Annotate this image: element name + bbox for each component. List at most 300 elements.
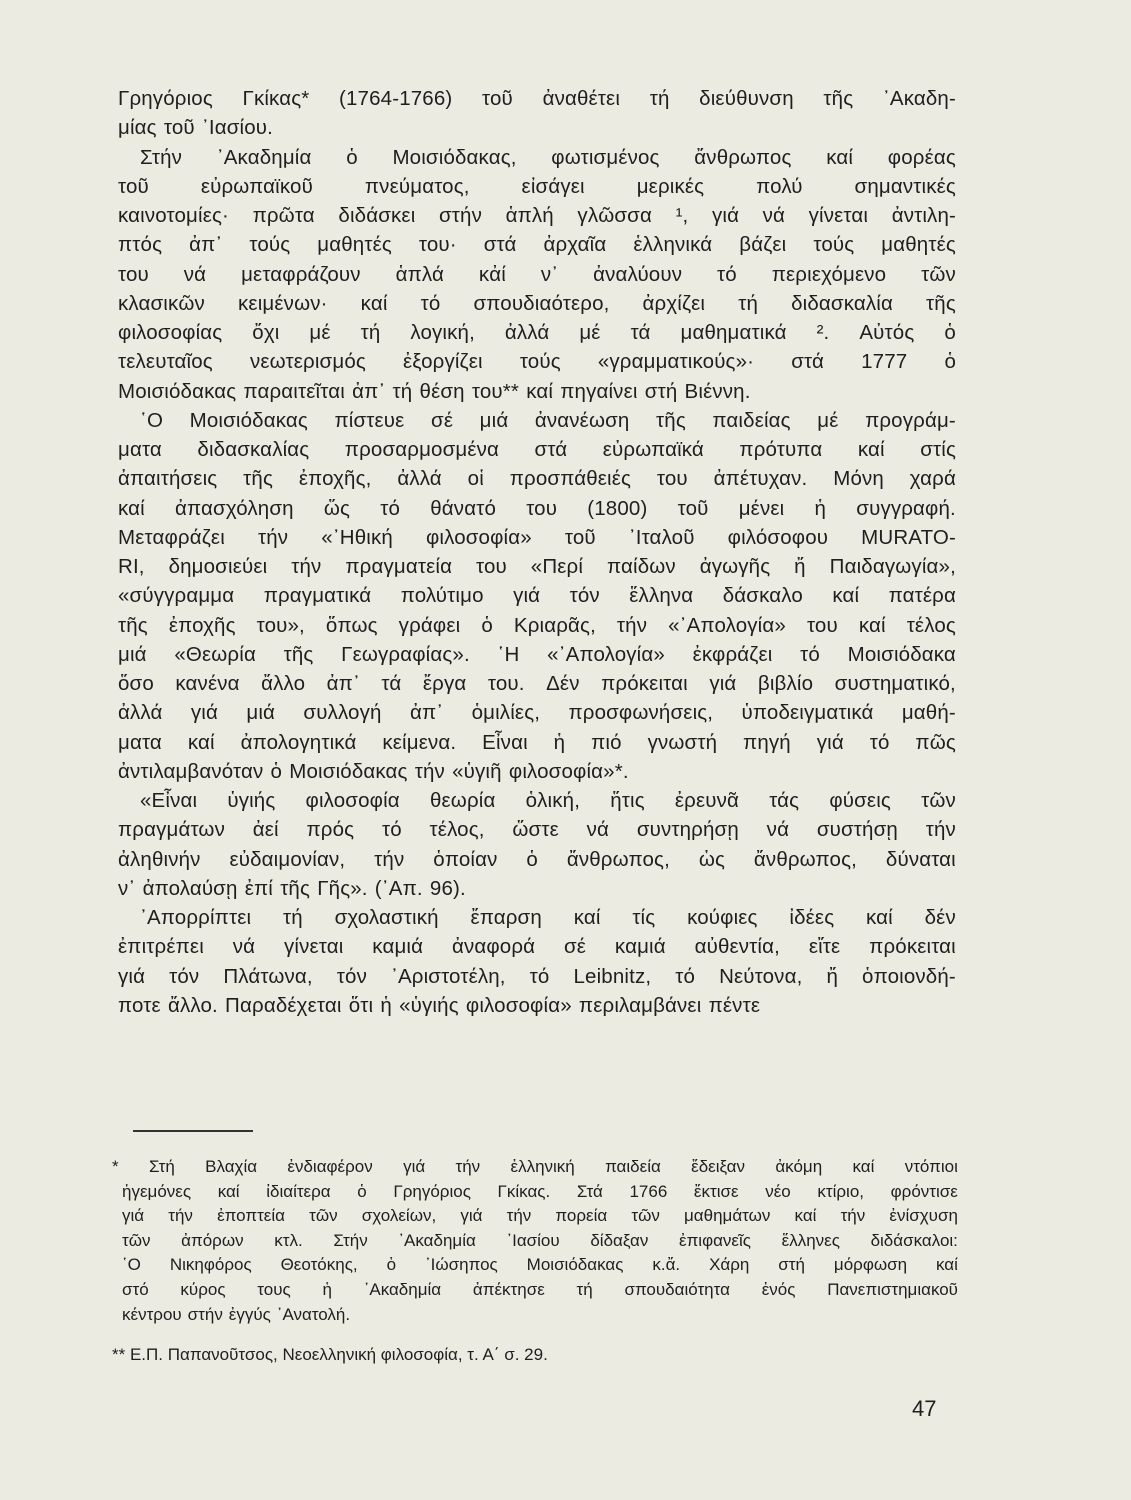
word: κ.ἄ. bbox=[652, 1255, 681, 1275]
word: ὁποίαν bbox=[433, 847, 498, 871]
word: γιά bbox=[711, 204, 740, 227]
word: ᾿Ακαδημία bbox=[398, 1230, 476, 1250]
word: ἐνδιαφέρον bbox=[287, 1157, 373, 1176]
word: πορεία bbox=[555, 1206, 608, 1226]
word: μιά bbox=[118, 642, 147, 666]
word: προσφωνήσεις, bbox=[568, 701, 714, 725]
word: καί bbox=[866, 906, 893, 929]
word: γίνεται bbox=[284, 935, 344, 959]
word: συλλογή bbox=[303, 701, 382, 725]
word: του bbox=[526, 496, 558, 520]
word: ποτε bbox=[118, 993, 161, 1017]
word: ἀπ᾿ bbox=[326, 672, 360, 695]
word: πῶς bbox=[915, 730, 956, 754]
word: φιλοσοφία»*. bbox=[508, 759, 629, 783]
word: καμιά bbox=[372, 935, 424, 959]
word: Πλάτωνα, bbox=[223, 964, 313, 988]
word: ἀγωγῆς bbox=[699, 555, 771, 578]
word: στή bbox=[778, 1255, 805, 1275]
word: ἀπέκτησε bbox=[472, 1279, 545, 1299]
word: Γκίκας. bbox=[497, 1181, 551, 1201]
word: γιά bbox=[816, 730, 844, 754]
word: μερικές bbox=[636, 174, 705, 198]
word: πρός bbox=[306, 818, 355, 842]
word: Αὐτός bbox=[859, 321, 915, 344]
word: ἀλλά bbox=[397, 467, 442, 491]
word: Στήν bbox=[333, 1230, 368, 1250]
text-line bbox=[118, 377, 956, 406]
word: ἀληθινήν bbox=[118, 847, 201, 871]
word: ἀνανέωση bbox=[534, 408, 630, 432]
text-line bbox=[118, 728, 956, 757]
word: ἐποπτεία bbox=[217, 1206, 285, 1226]
word: MURATO- bbox=[861, 525, 956, 549]
word: τή bbox=[282, 906, 303, 929]
word: ἰδιαίτερα bbox=[266, 1181, 331, 1201]
word: τή bbox=[649, 87, 670, 110]
word: καί bbox=[526, 379, 554, 403]
word: Γρηγόριος bbox=[118, 87, 213, 110]
word: καί bbox=[217, 1181, 240, 1201]
word: Στά bbox=[576, 1181, 603, 1201]
footnote-line bbox=[112, 1278, 958, 1303]
word: τίς bbox=[632, 906, 656, 929]
word: ἄνθρωπος, bbox=[753, 847, 857, 871]
text-line bbox=[118, 289, 956, 318]
word: ὑγιής bbox=[227, 789, 276, 812]
word: συστήσῃ bbox=[816, 818, 898, 842]
word: 1777 bbox=[861, 350, 908, 374]
word: Leibnitz, bbox=[573, 964, 652, 988]
word: εὐρωπαϊκοῦ bbox=[200, 174, 313, 198]
word: τῆς bbox=[926, 291, 956, 315]
word: ἀπ᾿ bbox=[352, 379, 386, 403]
word: κειμένων· bbox=[238, 291, 328, 315]
word: μιά bbox=[246, 701, 276, 725]
word: μέ bbox=[309, 321, 331, 344]
word: Κριαρᾶς, bbox=[513, 613, 596, 637]
word: τῶν bbox=[921, 262, 956, 286]
word: καί bbox=[832, 584, 860, 608]
word: τήν bbox=[291, 555, 322, 578]
word: Μοισιόδακας bbox=[118, 379, 237, 403]
word: ῾Ο bbox=[140, 408, 164, 432]
word: τοῦ bbox=[564, 525, 596, 549]
word: συντηρήσῃ bbox=[636, 818, 739, 842]
word: κύρος bbox=[180, 1279, 226, 1299]
word: τό bbox=[800, 642, 820, 666]
word: τήν bbox=[168, 1206, 193, 1226]
word: εὐδαιμονίαν, bbox=[229, 847, 346, 871]
footnote-line bbox=[112, 1155, 958, 1180]
word: λογική, bbox=[410, 321, 475, 344]
word: δέν bbox=[924, 906, 956, 929]
text-line bbox=[118, 172, 956, 201]
word: ἀρχίζει bbox=[642, 291, 706, 315]
word: μαθή- bbox=[901, 701, 956, 725]
word: ᾿Ακαδημία bbox=[363, 1279, 442, 1299]
word: ὅσο bbox=[118, 672, 154, 695]
word: ἡγεμόνες bbox=[122, 1181, 192, 1201]
word: ᾿Ακαδημία bbox=[216, 145, 312, 169]
word: χαρά bbox=[909, 467, 956, 491]
word: ἀρχαῖα bbox=[543, 233, 607, 257]
word: ἥτις bbox=[610, 789, 645, 812]
word: ἀντιλη- bbox=[891, 204, 956, 227]
word: ἐπιτρέπει bbox=[118, 935, 204, 959]
text-line bbox=[118, 757, 956, 786]
word: σπουδαιότητα bbox=[624, 1279, 730, 1299]
word: ἔπαρση bbox=[470, 906, 542, 929]
word: γνωστή bbox=[647, 730, 718, 754]
word: κἀί bbox=[478, 262, 506, 286]
word: μαθητές bbox=[317, 233, 392, 257]
word: Μοισιόδακας, bbox=[392, 145, 517, 169]
word: εἴτε bbox=[808, 935, 841, 959]
main-text bbox=[118, 84, 956, 1020]
word: διεύθυνση bbox=[699, 87, 794, 110]
word: καί bbox=[118, 496, 145, 520]
word: ματα bbox=[118, 730, 162, 754]
word: ἀπασχόληση bbox=[175, 496, 294, 520]
word: (1800) bbox=[587, 496, 648, 520]
word: σέ bbox=[564, 935, 587, 959]
word: Στή bbox=[148, 1157, 175, 1176]
word: ἀπ᾿ bbox=[409, 701, 444, 725]
word: γιά bbox=[709, 672, 737, 695]
word: ἐνίσχυση bbox=[889, 1206, 958, 1226]
word: τῶν bbox=[309, 1206, 338, 1226]
text-line bbox=[118, 406, 956, 435]
word: του bbox=[656, 467, 688, 491]
word: συστηματικό, bbox=[834, 672, 956, 695]
word: σχολαστική bbox=[334, 906, 439, 929]
word: ἐποχῆς bbox=[168, 613, 236, 637]
word: ὁ bbox=[944, 321, 956, 344]
text-line bbox=[118, 347, 956, 376]
word: 96). bbox=[429, 876, 466, 900]
word: Μοισιόδακας bbox=[526, 1255, 624, 1275]
word: ἀεί bbox=[252, 818, 279, 842]
word: ὁλική, bbox=[525, 789, 581, 812]
word: γιά bbox=[118, 964, 146, 988]
word: καινοτομίες· bbox=[118, 204, 229, 227]
word: κούφιες bbox=[687, 906, 758, 929]
word: ὅπως bbox=[325, 613, 378, 637]
word: ἀντιλαμβανόταν bbox=[118, 759, 264, 783]
footnotes bbox=[112, 1155, 958, 1368]
word: δημοσιεύει bbox=[168, 555, 268, 578]
word: καί bbox=[187, 730, 215, 754]
word: τή bbox=[360, 321, 381, 344]
word: τήν bbox=[506, 1206, 532, 1226]
footnote-line bbox=[112, 1180, 958, 1205]
text-line bbox=[118, 698, 956, 727]
word: ἔργα bbox=[422, 672, 467, 695]
word: δάσκαλο bbox=[722, 584, 803, 608]
word: Γεωγραφίας». bbox=[341, 642, 470, 666]
word: τόν bbox=[569, 584, 600, 608]
word: νά bbox=[766, 818, 790, 842]
word: παραιτεῖται bbox=[243, 379, 345, 403]
word: ν᾿ bbox=[540, 262, 559, 286]
word: τῶν bbox=[631, 1206, 660, 1226]
word: ἄνθρωπος bbox=[694, 145, 792, 169]
word: στά bbox=[791, 350, 824, 374]
footnote-line bbox=[112, 1253, 958, 1278]
word: γιά bbox=[122, 1206, 145, 1226]
word: «Εἶναι bbox=[140, 789, 198, 812]
word: του· bbox=[418, 233, 457, 257]
word: τό bbox=[717, 262, 737, 286]
word: ἤ bbox=[794, 555, 806, 578]
word: Μοισιόδακας bbox=[289, 759, 408, 783]
word: Γρηγόριος bbox=[393, 1181, 471, 1201]
word: προγράμ- bbox=[865, 408, 956, 432]
text-line bbox=[118, 786, 956, 815]
word: Νεύτονα, bbox=[719, 964, 803, 988]
word: ὡς bbox=[698, 847, 726, 871]
word: ὁποιονδή- bbox=[862, 964, 956, 988]
word: τοῦ bbox=[118, 174, 149, 198]
word: ἐποχῆς, bbox=[298, 467, 372, 491]
word: ὁ bbox=[526, 847, 538, 871]
word: προσαρμοσμένα bbox=[344, 438, 500, 461]
word: στά bbox=[534, 438, 568, 461]
word: νά bbox=[762, 204, 786, 227]
word: ὑποδειγματικά bbox=[741, 701, 874, 725]
word: ἄλλο. bbox=[167, 993, 218, 1017]
word: «γραμματικούς»· bbox=[597, 350, 755, 374]
word: μίας bbox=[118, 116, 157, 140]
word: πιό bbox=[591, 730, 622, 754]
word: πατέρα bbox=[888, 584, 956, 608]
text-line bbox=[118, 84, 956, 113]
word: τελευταῖος bbox=[118, 350, 213, 374]
word: ὥστε bbox=[512, 818, 559, 842]
text-line bbox=[118, 962, 956, 991]
word: φρόντισε bbox=[890, 1181, 958, 1201]
word: διδασκαλίας bbox=[197, 438, 310, 461]
word: καί bbox=[826, 145, 854, 169]
word: κέντρου bbox=[122, 1304, 182, 1324]
word: ᾿Ιταλοῦ bbox=[628, 525, 695, 549]
word: ὁ bbox=[481, 613, 493, 637]
word: ματα bbox=[118, 438, 162, 461]
word: κείμενα. bbox=[382, 730, 457, 754]
word: τήν bbox=[374, 847, 405, 871]
word: νεωτερισμός bbox=[249, 350, 366, 374]
word: γιά bbox=[460, 1206, 483, 1226]
word: σημαντικές bbox=[854, 174, 956, 198]
word: παιδείας bbox=[712, 408, 791, 432]
word: ὁμιλίες, bbox=[471, 701, 541, 725]
word: Νικηφόρος bbox=[169, 1255, 252, 1275]
text-line bbox=[118, 435, 956, 464]
word: ὁ bbox=[386, 1255, 397, 1275]
word: νά bbox=[183, 262, 207, 286]
word: Μεταφράζει bbox=[118, 525, 225, 549]
word: ². bbox=[816, 321, 830, 344]
word: Μόνη bbox=[833, 467, 884, 491]
text-line bbox=[118, 523, 956, 552]
footnote-separator bbox=[133, 1130, 253, 1132]
word: τῆς bbox=[118, 613, 148, 637]
footnote-line bbox=[112, 1229, 958, 1254]
word: κανένα bbox=[175, 672, 240, 695]
word: πρόκειται bbox=[869, 935, 956, 959]
word: τό bbox=[420, 291, 441, 315]
word: στήν bbox=[439, 204, 483, 227]
word: πρότυπα bbox=[739, 438, 823, 461]
word: «ὑγιής bbox=[399, 993, 459, 1017]
word: τάς bbox=[769, 789, 800, 812]
word: τά bbox=[381, 672, 402, 695]
word: φωτισμένος bbox=[551, 145, 660, 169]
word: ἀπολαύσῃ bbox=[142, 876, 238, 900]
word: τή bbox=[576, 1279, 593, 1299]
word: ἀπόρων bbox=[181, 1230, 244, 1250]
word: πραγμάτων bbox=[118, 818, 225, 842]
word: πηγή bbox=[743, 730, 791, 754]
word: πνεύματος, bbox=[364, 174, 470, 198]
word: μόρφωση bbox=[833, 1255, 908, 1275]
word: τέλος, bbox=[429, 818, 485, 842]
word: ὥς bbox=[323, 496, 351, 520]
word: φιλοσοφίας bbox=[118, 321, 223, 344]
word: τῆς bbox=[823, 87, 854, 110]
word: τῆς bbox=[280, 876, 311, 900]
word: πρόκειται bbox=[601, 672, 688, 695]
word: ᾿Ιασίου. bbox=[201, 116, 274, 140]
word: πολύ bbox=[756, 174, 803, 198]
word: στήν bbox=[187, 1304, 223, 1324]
word: ᾿Ιώσηπος bbox=[424, 1255, 498, 1275]
word: καί bbox=[857, 438, 885, 461]
word: πρῶτα bbox=[252, 204, 315, 227]
word: τοῦ bbox=[163, 116, 195, 140]
word: ἀναθέτει bbox=[542, 87, 621, 110]
word: πτός bbox=[118, 233, 163, 257]
text-line bbox=[118, 845, 956, 874]
word: περιλαμβάνει bbox=[578, 993, 702, 1017]
word: ἡ bbox=[322, 1279, 332, 1299]
word: Βιέννη. bbox=[684, 379, 751, 403]
word: καί bbox=[852, 1157, 875, 1176]
text-line bbox=[118, 640, 956, 669]
word: τούς bbox=[249, 233, 291, 257]
word: τήν bbox=[414, 759, 445, 783]
text-line bbox=[118, 494, 956, 523]
word: ᾿Αριστοτέλη, bbox=[390, 964, 506, 988]
word: γιά bbox=[403, 1157, 426, 1176]
word: τόν bbox=[169, 964, 200, 988]
word: ῾Η bbox=[497, 642, 520, 666]
word: πραγματικά bbox=[263, 584, 372, 608]
word: αὐθεντία, bbox=[694, 935, 780, 959]
word: φιλόσοφου bbox=[727, 525, 829, 549]
word: ἐξοργίζει bbox=[403, 350, 483, 374]
word: τούς bbox=[813, 233, 855, 257]
word: τή bbox=[738, 291, 759, 315]
text-line bbox=[118, 581, 956, 610]
word: προσπάθειές bbox=[509, 467, 632, 491]
word: καί bbox=[573, 906, 601, 929]
word: μαθημάτων bbox=[684, 1206, 771, 1226]
word: τή bbox=[392, 379, 413, 403]
word: μιά bbox=[479, 408, 509, 432]
word: του bbox=[475, 555, 507, 578]
word: ὁ bbox=[357, 1181, 367, 1201]
word: Δέν bbox=[546, 672, 580, 695]
word: κλασικῶν bbox=[118, 291, 205, 315]
word: ὅτι bbox=[348, 993, 374, 1017]
word: τήν bbox=[925, 818, 956, 842]
word: γιά bbox=[513, 584, 541, 608]
word: διδασκαλία bbox=[791, 291, 893, 315]
page-number: 47 bbox=[912, 1396, 937, 1421]
text-line bbox=[118, 552, 956, 581]
word: τό bbox=[675, 964, 696, 988]
word: ὁ bbox=[944, 350, 956, 374]
word: τοῦ bbox=[677, 496, 709, 520]
word: ἀλλά bbox=[118, 701, 163, 725]
word: τό bbox=[869, 730, 890, 754]
text-line bbox=[118, 874, 956, 903]
word: ἡ bbox=[380, 993, 392, 1017]
text-line bbox=[118, 669, 956, 698]
word: πραγματεία bbox=[345, 555, 453, 578]
word: «᾿Ηθική bbox=[321, 525, 393, 549]
text-line bbox=[118, 201, 956, 230]
word: ἀπολογητικά bbox=[240, 730, 357, 754]
word: τῆς bbox=[243, 467, 274, 491]
word: ἀναφορά bbox=[451, 935, 536, 959]
word: «Θεωρία bbox=[174, 642, 256, 666]
text-line bbox=[118, 815, 956, 844]
word: ᾿Ανατολή. bbox=[276, 1304, 351, 1324]
word: σπουδιαότερο, bbox=[473, 291, 610, 315]
word: ¹, bbox=[675, 204, 689, 227]
word: ἀναλύουν bbox=[593, 262, 683, 286]
text-line bbox=[118, 611, 956, 640]
word: παιδεία bbox=[605, 1157, 661, 1176]
text-line bbox=[118, 143, 956, 172]
word: Παιδαγωγία», bbox=[829, 555, 956, 578]
text-line bbox=[118, 113, 956, 142]
word: θάνατό bbox=[430, 496, 497, 520]
word: ἑλληνική bbox=[510, 1157, 575, 1176]
word: μέ bbox=[579, 321, 601, 344]
word: γράφει bbox=[398, 613, 461, 637]
word: (1764-1766) bbox=[339, 87, 453, 110]
word: ἀπαιτήσεις bbox=[118, 467, 218, 491]
word: τῶν bbox=[921, 789, 956, 812]
word: του bbox=[118, 262, 149, 286]
word: μαθηματικά bbox=[680, 321, 787, 344]
word: ἑλληνικά bbox=[633, 233, 713, 257]
word: ἕλληνα bbox=[629, 584, 694, 608]
word: του** bbox=[471, 379, 520, 403]
word: βιβλίο bbox=[757, 672, 814, 695]
word: ἄλλο bbox=[261, 672, 306, 695]
word: πίστευε bbox=[334, 408, 405, 432]
word: Βλαχία bbox=[205, 1157, 258, 1176]
word: Μοισιόδακας bbox=[189, 408, 308, 432]
word: νά bbox=[586, 818, 610, 842]
word: τους bbox=[257, 1279, 291, 1299]
word: ἁπλά bbox=[395, 262, 444, 286]
